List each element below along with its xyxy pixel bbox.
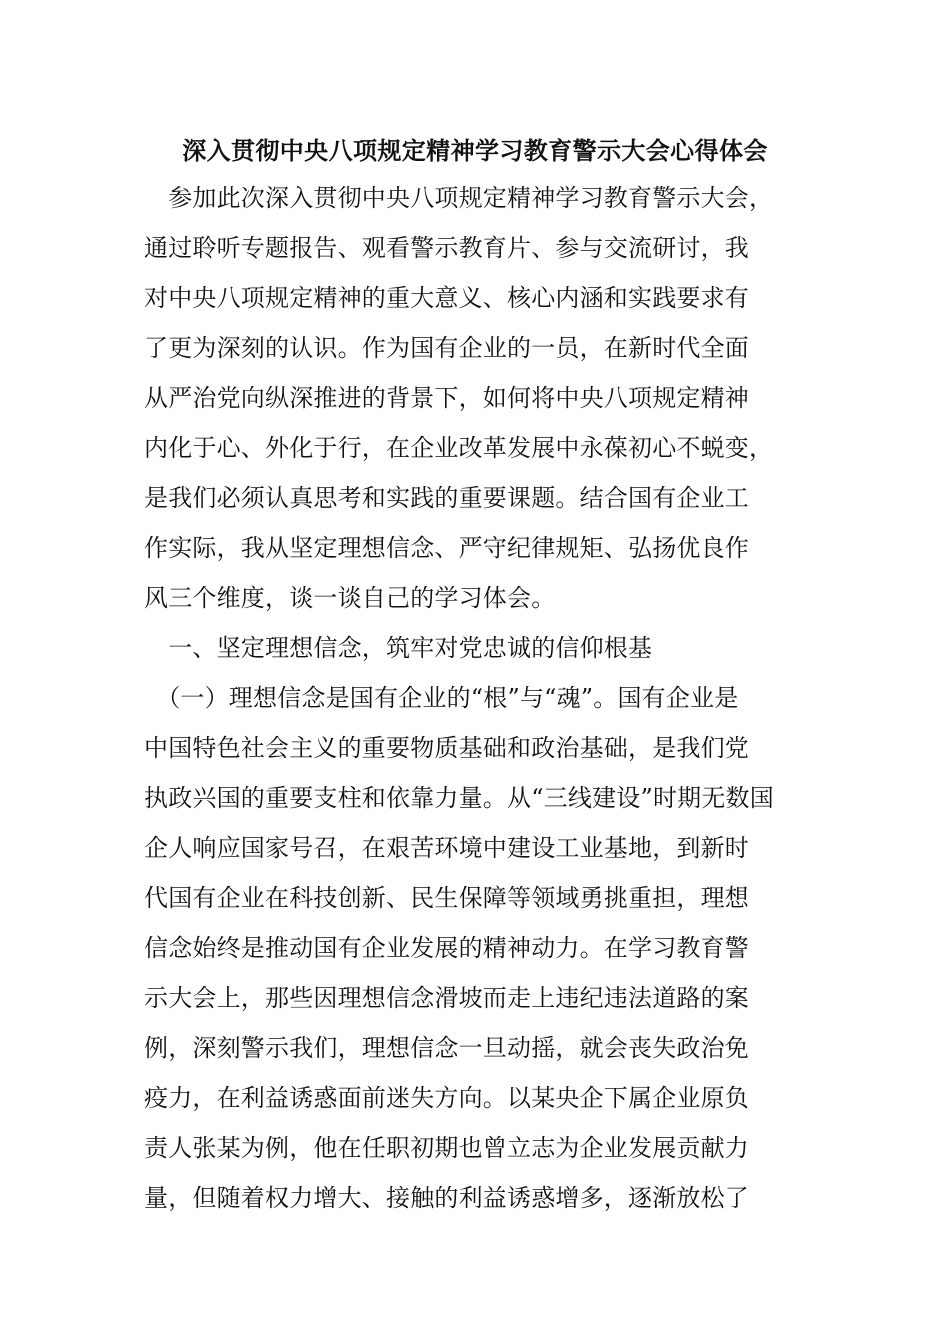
section-heading: 一、坚定理想信念，筑牢对党忠诚的信仰根基: [144, 634, 653, 662]
paragraph-line: （一）理想信念是国有企业的“根”与“魂”。国有企业是: [144, 684, 739, 712]
paragraph-line: 企人响应国家号召，在艰苦环境中建设工业基地，到新时: [144, 834, 749, 862]
paragraph-line: 内化于心、外化于行，在企业改革发展中永葆初心不蜕变，: [144, 434, 774, 462]
paragraph-line: 从严治党向纵深推进的背景下，如何将中央八项规定精神: [144, 384, 749, 412]
paragraph-line: 中国特色社会主义的重要物质基础和政治基础，是我们党: [144, 734, 749, 762]
document-title: 深入贯彻中央八项规定精神学习教育警示大会心得体会: [182, 137, 768, 165]
paragraph-line: 责人张某为例，他在任职初期也曾立志为企业发展贡献力: [144, 1134, 749, 1162]
paragraph-line: 对中央八项规定精神的重大意义、核心内涵和实践要求有: [144, 284, 749, 312]
paragraph-line: 疫力，在利益诱惑面前迷失方向。以某央企下属企业原负: [144, 1084, 749, 1112]
paragraph-line: 执政兴国的重要支柱和依靠力量。从“三线建设”时期无数国: [144, 784, 774, 812]
paragraph-line: 参加此次深入贯彻中央八项规定精神学习教育警示大会，: [144, 184, 774, 212]
paragraph-line: 作实际，我从坚定理想信念、严守纪律规矩、弘扬优良作: [144, 534, 749, 562]
paragraph-line: 代国有企业在科技创新、民生保障等领域勇挑重担，理想: [144, 884, 749, 912]
paragraph-line: 量，但随着权力增大、接触的利益诱惑增多，逐渐放松了: [144, 1184, 749, 1212]
paragraph-line: 是我们必须认真思考和实践的重要课题。结合国有企业工: [144, 484, 749, 512]
paragraph-line: 信念始终是推动国有企业发展的精神动力。在学习教育警: [144, 934, 749, 962]
paragraph-line: 了更为深刻的认识。作为国有企业的一员，在新时代全面: [144, 334, 749, 362]
paragraph-line: 例，深刻警示我们，理想信念一旦动摇，就会丧失政治免: [144, 1034, 749, 1062]
paragraph-line: 风三个维度，谈一谈自己的学习体会。: [144, 584, 556, 612]
paragraph-line: 示大会上，那些因理想信念滑坡而走上违纪违法道路的案: [144, 984, 749, 1012]
paragraph-line: 通过聆听专题报告、观看警示教育片、参与交流研讨，我: [144, 234, 749, 262]
